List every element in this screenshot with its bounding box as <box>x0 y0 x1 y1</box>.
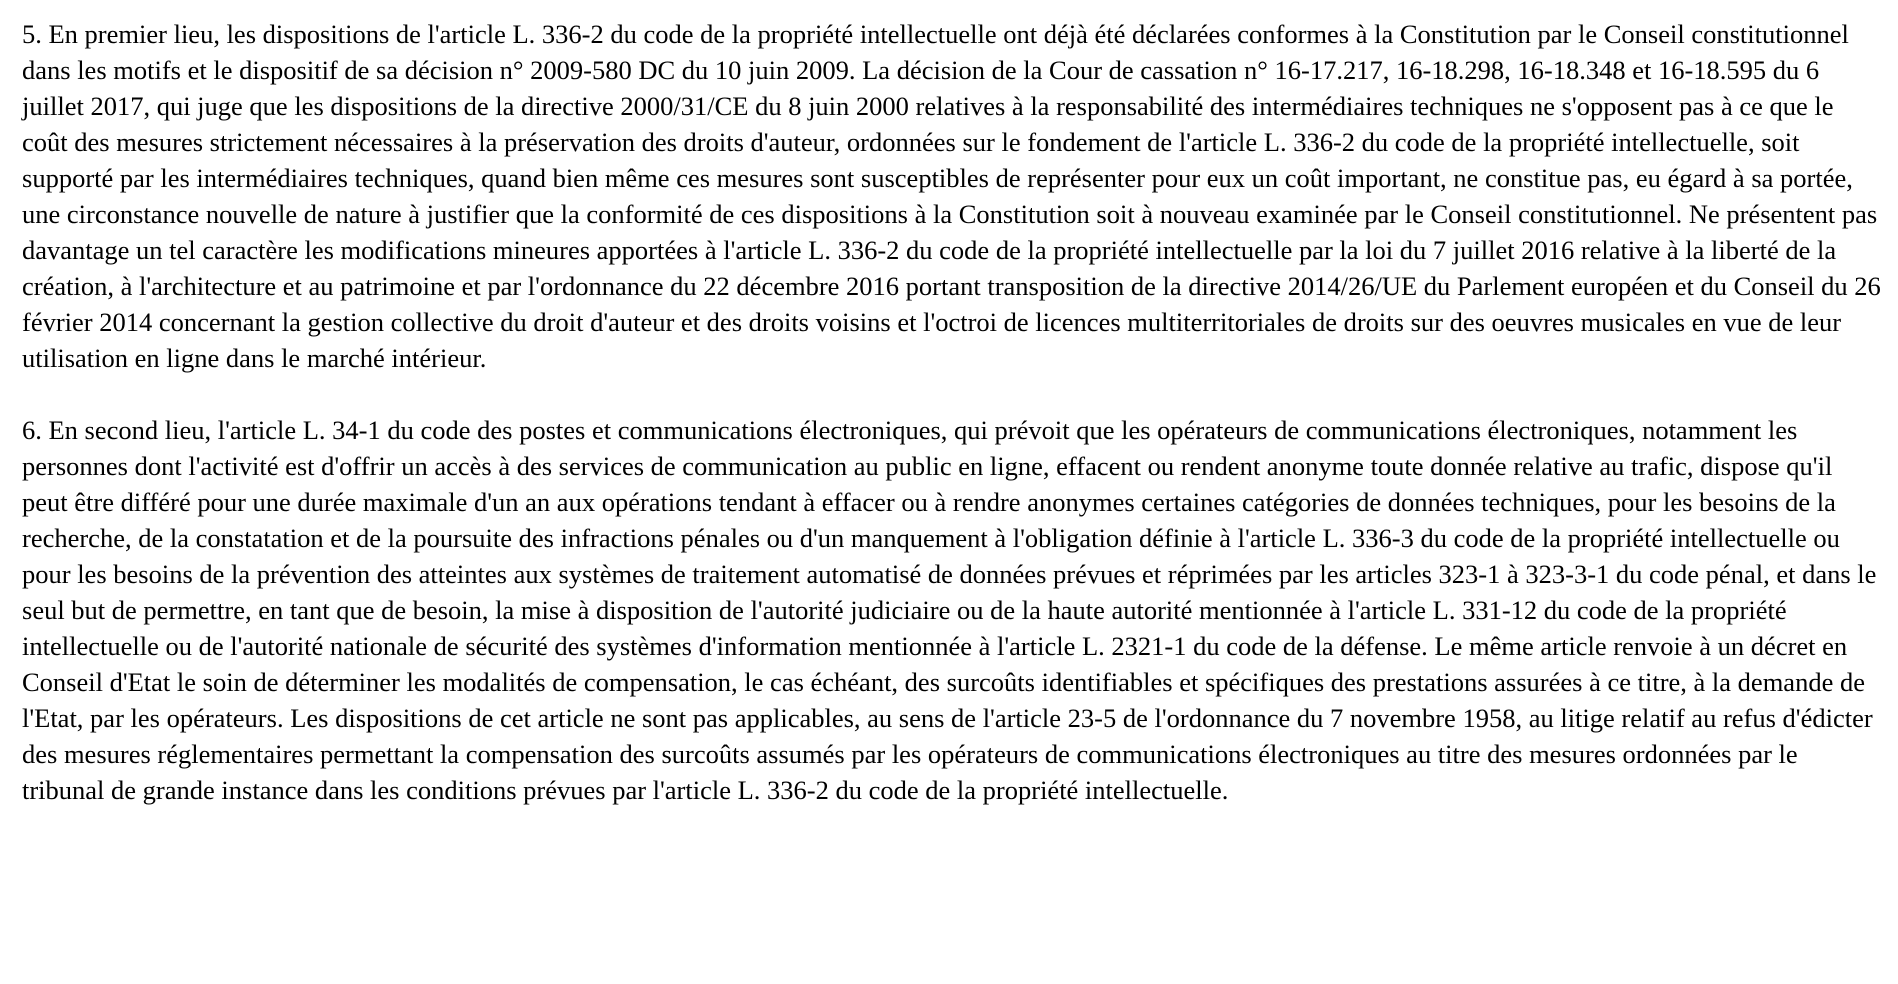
paragraph-5: 5. En premier lieu, les dispositions de l'article L. 336-2 du code de la propriété intellectuelle ont déjà été déclarées conformes à la Constitution par le Conseil constitutionnel dans les motifs et le dispositif de sa décision n° 2009-580 DC du 10 juin 2009. La décision de la Cour de cassation n° 16-17.217, 16-18.298, 16-18.348 et 16-18.595 du 6 juillet 2017, qui juge que les dispositions de la directive 2000/31/CE du 8 juin 2000 relatives à la responsabilité des intermédiaires techniques ne s'opposent pas à ce que le coût des mesures strictement nécessaires à la préservation des droits d'auteur, ordonnées sur le fondement de l'article L. 336-2 du code de la propriété intellectuelle, soit supporté par les intermédiaires techniques, quand bien même ces mesures sont susceptibles de représenter pour eux un coût important, ne constitue pas, eu égard à sa portée, une circonstance nouvelle de nature à justifier que la conformité de ces dispositions à la Constitution soit à nouveau examinée par le Conseil constitutionnel. Ne présentent pas davantage un tel caractère les modifications mineures apportées à l'article L. 336-2 du code de la propriété intellectuelle par la loi du 7 juillet 2016 relative à la liberté de la création, à l'architecture et au patrimoine et par l'ordonnance du 22 décembre 2016 portant transposition de la directive 2014/26/UE du Parlement européen et du Conseil du 26 février 2014 concernant la gestion collective du droit d'auteur et des droits voisins et l'octroi de licences multiterritoriales de droits sur des oeuvres musicales en vue de leur utilisation en ligne dans le marché intérieur. <box>22 19 1881 373</box>
paragraph-6: 6. En second lieu, l'article L. 34-1 du code des postes et communications électroniques, qui prévoit que les opérateurs de communications électroniques, notamment les personnes dont l'activité est d'offrir un accès à des services de communication au public en ligne, effacent ou rendent anonyme toute donnée relative au trafic, dispose qu'il peut être différé pour une durée maximale d'un an aux opérations tendant à effacer ou à rendre anonymes certaines catégories de données techniques, pour les besoins de la recherche, de la constatation et de la poursuite des infractions pénales ou d'un manquement à l'obligation définie à l'article L. 336-3 du code de la propriété intellectuelle ou pour les besoins de la prévention des atteintes aux systèmes de traitement automatisé de données prévues et réprimées par les articles 323-1 à 323-3-1 du code pénal, et dans le seul but de permettre, en tant que de besoin, la mise à disposition de l'autorité judiciaire ou de la haute autorité mentionnée à l'article L. 331-12 du code de la propriété intellectuelle ou de l'autorité nationale de sécurité des systèmes d'information mentionnée à l'article L. 2321-1 du code de la défense. Le même article renvoie à un décret en Conseil d'Etat le soin de déterminer les modalités de compensation, le cas échéant, des surcoûts identifiables et spécifiques des prestations assurées à ce titre, à la demande de l'Etat, par les opérateurs. Les dispositions de cet article ne sont pas applicables, au sens de l'article 23-5 de l'ordonnance du 7 novembre 1958, au litige relatif au refus d'édicter des mesures réglementaires permettant la compensation des surcoûts assumés par les opérateurs de communications électroniques au titre des mesures ordonnées par le tribunal de grande instance dans les conditions prévues par l'article L. 336-2 du code de la propriété intellectuelle. <box>22 415 1877 805</box>
document-body <box>22 16 1882 808</box>
